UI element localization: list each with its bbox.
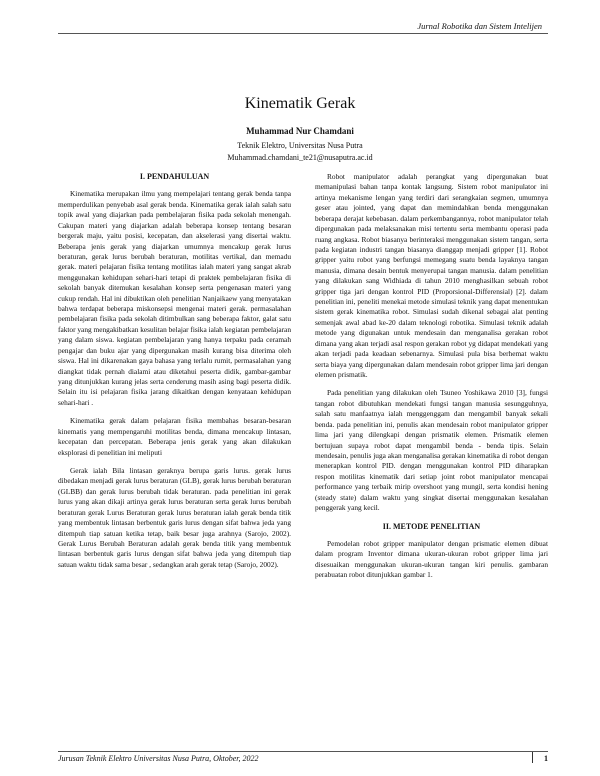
journal-header: Jurnal Robotika dan Sistem Intelijen xyxy=(417,21,542,31)
right-column xyxy=(315,172,548,589)
header-rule xyxy=(58,33,548,34)
paper-title: Kinematik Gerak xyxy=(244,95,356,112)
page-number-divider xyxy=(532,752,533,763)
footer-rule xyxy=(58,751,548,752)
section-heading-pendahuluan: I. PENDAHULUAN xyxy=(139,172,210,181)
author-email[interactable]: Muhammad.chamdani_te21@nusaputra.ac.id xyxy=(227,153,373,162)
paragraph: Gerak ialah Bila lintasan geraknya berupa garis lurus. gerak lurus dibedakan menjadi gerak lurus beraturan (GLB), gerak lurus berubah beraturan (GLBB) dan gerak lurus berubah tidak beraturan. pada penelitian ini gerak lurus yang akan dikaji artinya gerak lurus beraturan serta gerak lurus berubah beraturan gerak Lurus Beraturan gerak lurus beraturan ialah gerak benda titik yang membentuk lintasan berbentuk garis lurus dengan sifat bahwa jeda yang ditempuh tiap satuan ketika tetap, baik besar juga arahnya (Sarojo, 2002). Gerak Lurus Berubah Beraturan adalah gerak benda titik yang membentuk lintasan berbentuk garis lurus dengan sifat bahwa jeda yang ditempuh tiap satuan waktu tidak sama besar , sedangkan arah gerak tetap (Sarojo, 2002). xyxy=(58,465,291,569)
paragraph: Robot manipulator adalah perangkat yang dipergunakan buat memanipulasi bahan tanpa kontak langsung. Sistem robot manipulator ini artinya mekanisme lengan yang terdiri dari serangkaian segmen, umumnya geser atau jointed, yang dapat dan memindahkan benda menggunakan beberapa derajat kebebasan. dalam perkembangannya, robot manipulator telah dipergunakan pada melaksanakan misi tertentu serta membantu operasi pada ruang angkasa. Robot biasanya berinteraksi menggunakan sistem tangan, serta pada kegiatan industri tangan biasanya dianggap menjadi gripper [1]. Robot gripper yaitu robot yang berfungsi memegang suatu benda layaknya tangan manusia, dimana desain bentuk menyerupai tangan manusia. dalam penelitian yang dilakukan sang Widhiada di tahun 2010 menghasilkan sebuah robot gripper tiga jari dengan kontrol PID (Proporsional-Differensial) [2]. dalam penelitian ini, peneliti menekai metode simulasi teknik yang dapat menentukan sistem gerak kinematika robot. Simulasi sudah dikenal sebagai alat penting semenjak awal abad ke-20 dalam teknologi robotika. Simulasi teknik adalah metode yang digunakan untuk mendesain dan menganalisa gerakan robot dimana yang akan terjadi asal respon gerakan robot yg didapat mendekati yang akan terjadi pada keadaan sebenarnya. Simulasi pula bisa berhemat waktu serta biaya yang dipergunakan dalam mendesain robot gripper lima jari dengan elemen prismatik. xyxy=(315,172,548,380)
author-affiliation: Teknik Elektro, Universitas Nusa Putra xyxy=(237,141,363,150)
author-name: Muhammad Nur Chamdani xyxy=(246,126,354,136)
section-heading-metode: II. METODE PENELITIAN xyxy=(382,521,481,531)
paragraph: Pada penelitian yang dilakukan oleh Tsuneo Yoshikawa 2010 [3], fungsi tangan robot dibutuhkan mendekati fungsi tangan manusia sesungguhnya, salah satu manfaatnya ialah menggenggam dan mengambil banyak sekali benda. pada penelitian ini, penulis akan mendesain robot manipulator gripper lima jari yang dilengkapi dengan prismatik elemen. Prismatik elemen bertujuan supaya robot dapat mengambil benda - benda tipis. Selain mendesain, penulis juga akan menganalisa gerakan kinematika di robot dengan menerapkan kontrol PID. dengan menggunakan kontrol PID diharapkan respon motilitas kinematik dari setiap joint robot manipulator mencapai performance yang terbaik mirip overshoot yang mungil, serta kondisi hening (steady state) dalam waktu yang singkat disertai menggunakan kesalahan penggerak yang kecil. xyxy=(315,388,548,513)
left-column xyxy=(58,172,291,578)
paragraph: Pemodelan robot gripper manipulator dengan prismatic elemen dibuat dalam program Inventor dimana ukuran-ukuran robot gripper lima jari disesuaikan menggunakan ukuran-ukuran tangan kiri penulis. gambaran perabuatan robot ditunjukkan gambar 1. xyxy=(315,538,548,580)
page-number: 1 xyxy=(544,754,548,763)
footer-text: Jurusan Teknik Elektro Universitas Nusa Putra, Oktober, 2022 xyxy=(58,754,259,763)
paragraph: Kinematika merupakan ilmu yang mempelajari tentang gerak benda tanpa memperdulikan penyebab asal gerak benda. Kinematika gerak ialah salah satu topik awal yang diajarkan pada pembelajaran fisika pada sekolah menengah. Cakupan materi yang diajarkan adalah beberapa konsep tentang besaran bergerak maju, yaitu posisi, kecepatan, dan akselerasi yang disertai waktu. Beberapa jenis gerak yang diajarkan umumnya mencakup gerak lurus beraturan, gerak lurus berubah beraturan, motilitas vertikal, dan memadu gerak. materi pelajaran fisika tentang motilitas ialah materi yang sangat akrab menggunakan kehidupan sehari-hari tetapi di praktek pembelajaran fisika di sekolah banyak ditemukan kesalahan konsep serta pengenasan materi yang cukup rendah. Hal ini dibuktikan oleh penelitian Nanjaikaew yang menyatakan bahwa terdapat beberapa miskonsepsi mengenai materi gerak. permasalahan pembelajaran fisika pada sekolah ditimbulkan sang beberapa faktor, galat satu faktor yang mengakibatkan kesulitan belajar fisika ialah kegiatan pembelajaran yang dalam siswa. kegiatan pembelajaran yang hanya terpaku pada ceramah pengajar dan buku ajar yang dipergunakan masih kurang bisa diterima oleh siswa. Hal ini dikarenakan gaya bahasa yang terlalu rumit, permasalahan yang diangkat tidak pernah dialami atau diketahui peserta didik, gambar-gambar yang ditunjukkan kurang jelas serta cenderung masih asing bagi peserta didik. Selain itu isi pelajaran fisika jarang dikaitkan dengan kenyataan kehidupan sehari-hari . xyxy=(58,189,291,407)
paragraph: Kinematika gerak dalam pelajaran fisika membahas besaran-besaran kinematis yang mempengaruhi motilitas benda, dimana mencakup lintasan, kecepatan dan percepatan. Beberapa jenis gerak yang akan dilakukan eksplorasi di penelitian ini meliputi xyxy=(58,416,291,457)
